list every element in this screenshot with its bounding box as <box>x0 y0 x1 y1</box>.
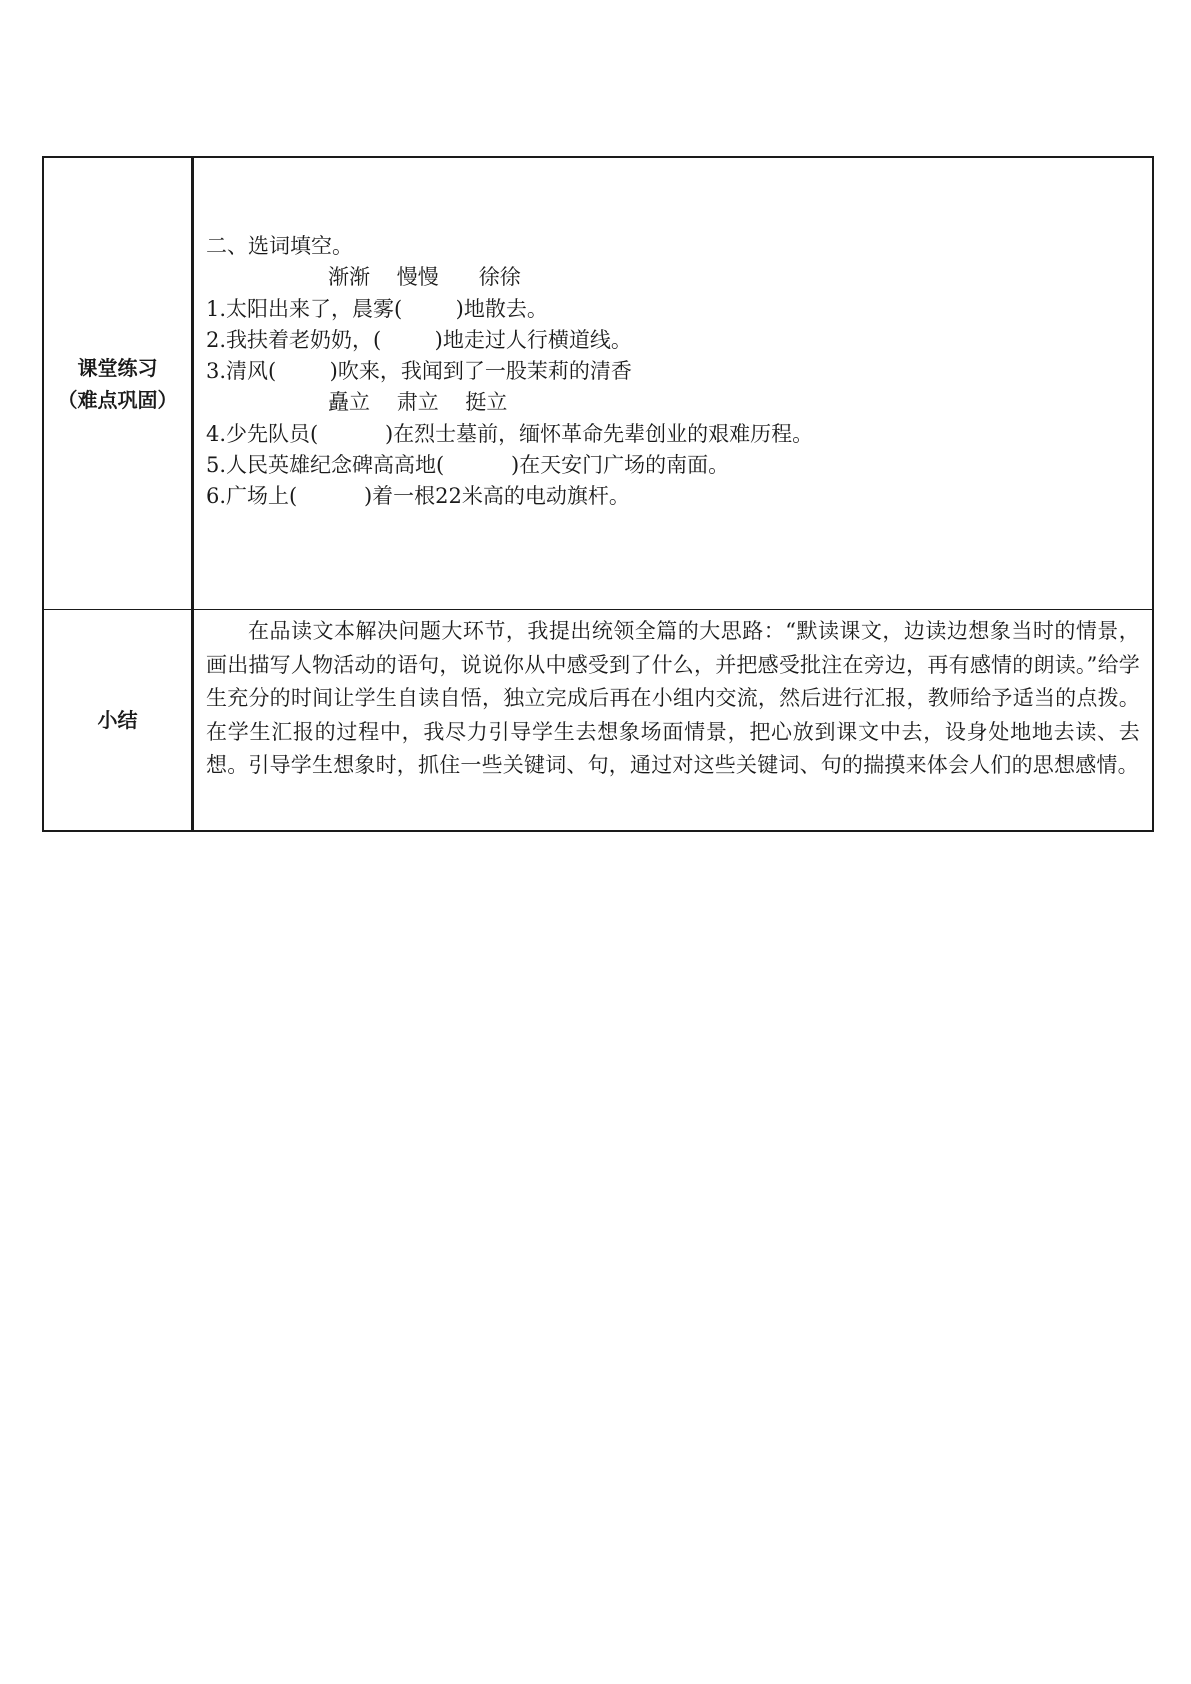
exercise-heading: 二、选词填空。 <box>206 234 353 258</box>
practice-label-subtitle: （难点巩固） <box>57 387 178 412</box>
practice-content-cell <box>194 158 1152 609</box>
exercise-item-2: 2.我扶着老奶奶，( )地走过人行横道线。 <box>206 327 632 352</box>
practice-label-title: 课堂练习 <box>77 355 158 380</box>
word-bank-2: 矗立 肃立 挺立 <box>328 390 508 415</box>
word-bank-1: 渐渐 慢慢 徐徐 <box>328 265 521 290</box>
exercise-item-5: 5.人民英雄纪念碑高高地( )在天安门广场的南面。 <box>206 453 730 478</box>
summary-row <box>44 609 1152 830</box>
summary-label: 小结 <box>97 708 138 732</box>
practice-label-cell <box>44 158 194 609</box>
summary-label-cell <box>44 610 194 830</box>
exercise-item-1: 1.太阳出来了，晨雾( )地散去。 <box>206 296 548 321</box>
lesson-plan-table <box>42 156 1154 832</box>
exercise-item-4: 4.少先队员( )在烈士墓前，缅怀革命先辈创业的艰难历程。 <box>206 421 814 446</box>
practice-row <box>44 158 1152 609</box>
summary-content-cell <box>194 610 1152 830</box>
exercise-item-3: 3.清风( )吹来，我闻到了一股茉莉的清香 <box>206 359 632 384</box>
summary-paragraph: 在品读文本解决问题大环节，我提出统领全篇的大思路：“默读课文，边读边想象当时的情景，画出描写人物活动的语句，说说你从中感受到了什么，并把感受批注在旁边，再有感情的朗读。”给学生充分的时间让学生自读自悟，独立完成后再在小组内交流，然后进行汇报，教师给予适当的点拨。在学生汇报的过程中，我尽力引导学生去想象场面情景，把心放到课文中去，设身处地地去读、去想。引导学生想象时，抓住一些关键词、句，通过对这些关键词、句的揣摸来体会人们的思想感情。 <box>206 619 1140 777</box>
exercise-item-6: 6.广场上( )着一根22米高的电动旗杆。 <box>206 484 630 509</box>
